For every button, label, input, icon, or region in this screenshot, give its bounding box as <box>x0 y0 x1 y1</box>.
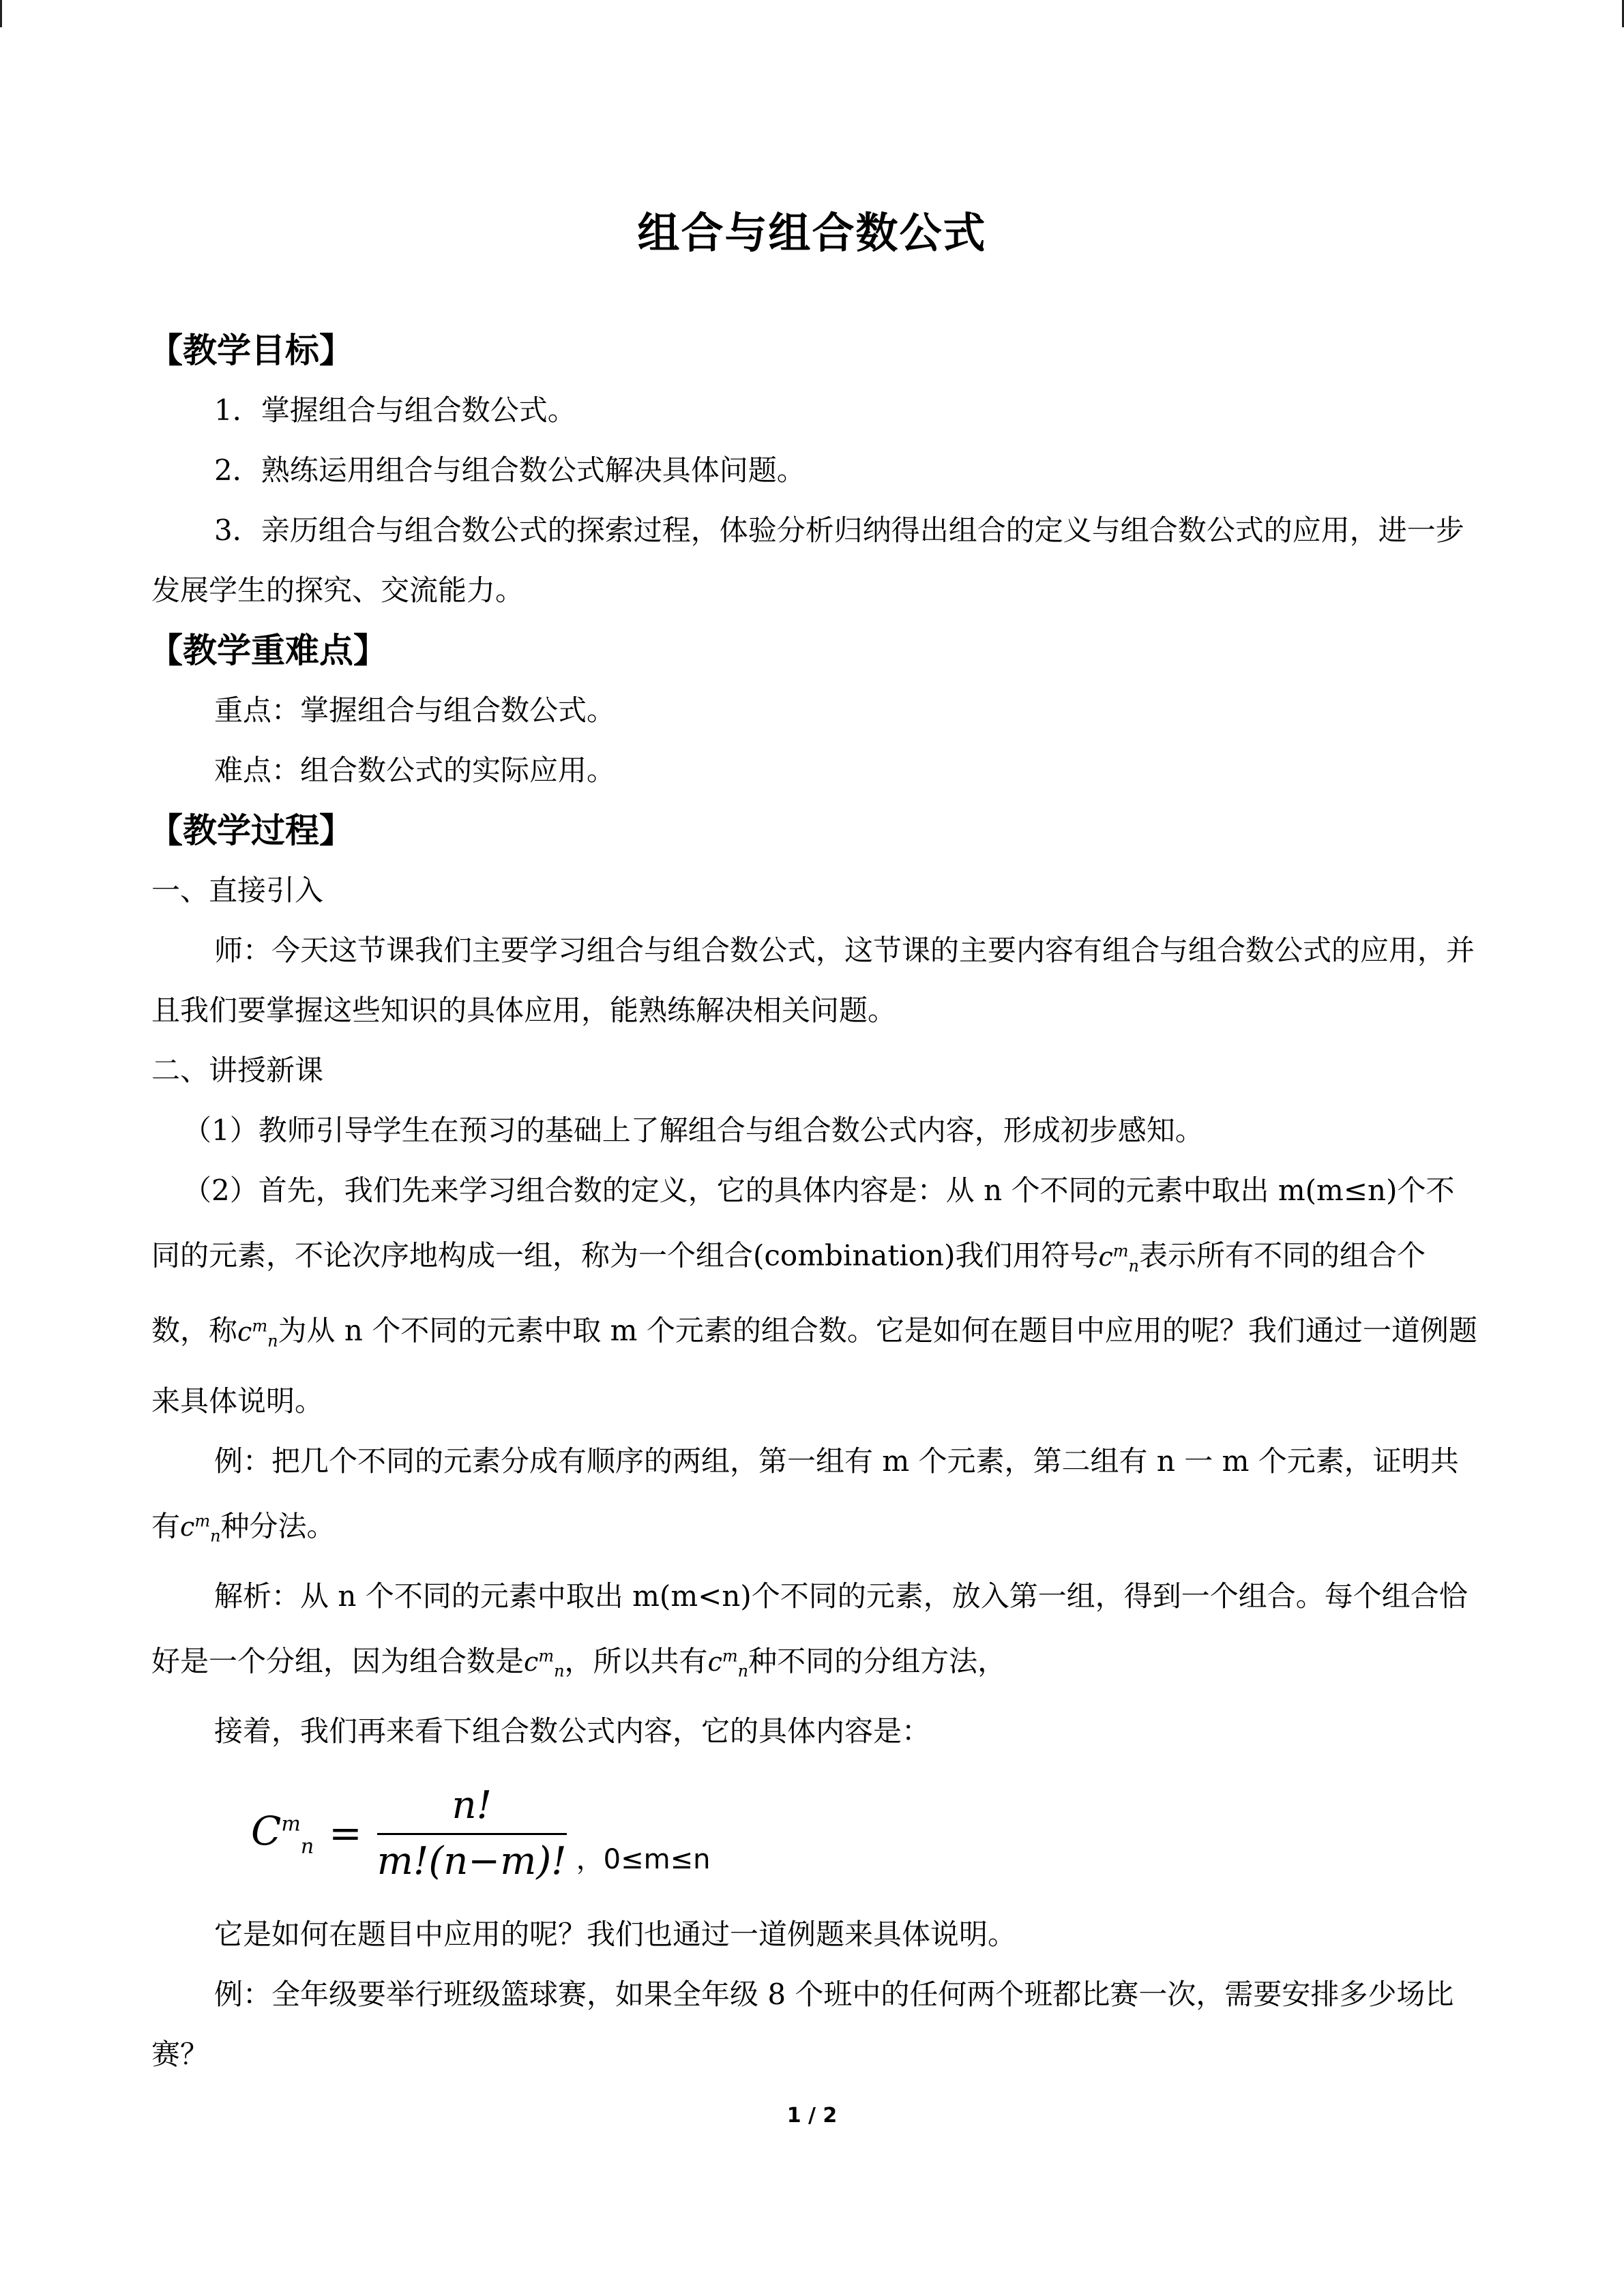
combination-symbol: $c^m_n$ <box>707 1646 749 1681</box>
solution-text-a: 解析：从 n 个不同的元素中取出 m(m<n)个不同的元素，放入第一组，得到一个组合。每个组合恰好是一个分组，因为组合数是 <box>151 1579 1468 1678</box>
formula-intro: 接着，我们再来看下组合数公式内容，它的具体内容是： <box>214 1714 931 1748</box>
solution-text-c: 种不同的分组方法， <box>748 1644 1007 1678</box>
key-point: 重点：掌握组合与组合数公式。 <box>214 694 616 727</box>
formula-numerator: n! <box>452 1783 492 1828</box>
part-1-title: 一、直接引入 <box>151 874 324 907</box>
objective-2: 2．熟练运用组合与组合数公式解决具体问题。 <box>214 453 806 487</box>
difficulty-heading: 【教学重难点】 <box>149 631 387 670</box>
objective-3: 3．亲历组合与组合数公式的探索过程，体验分析归纳得出组合的定义与组合数公式的应用，进一步发展学生的探究、交流能力。 <box>151 513 1464 607</box>
document-title: 组合与组合数公式 <box>637 208 987 258</box>
difficult-point: 难点：组合数公式的实际应用。 <box>214 754 616 787</box>
objectives-heading: 【教学目标】 <box>149 331 353 370</box>
step-1: （1）教师引导学生在预习的基础上了解组合与组合数公式内容，形成初步感知。 <box>183 1114 1204 1147</box>
formula-equals: = <box>329 1810 362 1856</box>
example-1-text-a: 例：把几个不同的元素分成有顺序的两组，第一组有 m 个元素，第二组有 n 一 m 个元素，证明共有 <box>151 1444 1459 1543</box>
formula-after: 它是如何在题目中应用的呢？我们也通过一道例题来具体说明。 <box>214 1918 1017 1951</box>
combination-symbol: $c^m_n$ <box>180 1511 221 1546</box>
part-2-title: 二、讲授新课 <box>151 1054 324 1087</box>
step-2-text-b: 表示所有不同的组合个数，称 <box>151 1238 1426 1347</box>
formula-condition: ，0≤m≤n <box>576 1843 711 1875</box>
combination-symbol: $c^m_n$ <box>1098 1241 1139 1276</box>
objective-1: 1．掌握组合与组合数公式。 <box>214 393 576 427</box>
document-body <box>151 320 1477 2085</box>
process-heading: 【教学过程】 <box>149 811 353 850</box>
step-2-text-a: （2）首先，我们先来学习组合数的定义，它的具体内容是：从 n 个不同的元素中取出 m(m≤n)个不同的元素，不论次序地构成一组，称为一个组合(combination)我们用符号 <box>151 1174 1455 1272</box>
combination-formula <box>251 1761 1477 1905</box>
formula-lhs: $C^m_n$ <box>251 1807 314 1859</box>
example-1 <box>151 1431 1477 1566</box>
step-2-text-c: 为从 n 个不同的元素中取 m 个元素的组合数。它是如何在题目中应用的呢？我们通过一道例题来具体说明。 <box>151 1313 1477 1418</box>
formula-denominator: m!(n−m)! <box>377 1838 567 1883</box>
step-2 <box>151 1161 1477 1431</box>
example-1-text-b: 种分法。 <box>220 1509 336 1543</box>
page-corner-mark-left <box>0 0 2 27</box>
solution <box>151 1566 1477 1701</box>
combination-symbol: $c^m_n$ <box>237 1316 278 1351</box>
page-number: 1 / 2 <box>786 2104 838 2128</box>
part-1-text: 师：今天这节课我们主要学习组合与组合数公式，这节课的主要内容有组合与组合数公式的应用，并且我们要掌握这些知识的具体应用，能熟练解决相关问题。 <box>151 934 1475 1027</box>
solution-text-b: ，所以共有 <box>564 1644 708 1678</box>
example-2: 例：全年级要举行班级篮球赛，如果全年级 8 个班中的任何两个班都比赛一次，需要安排多少场比赛？ <box>151 1978 1454 2071</box>
formula-fraction <box>377 1783 567 1883</box>
combination-symbol: $c^m_n$ <box>524 1646 565 1681</box>
